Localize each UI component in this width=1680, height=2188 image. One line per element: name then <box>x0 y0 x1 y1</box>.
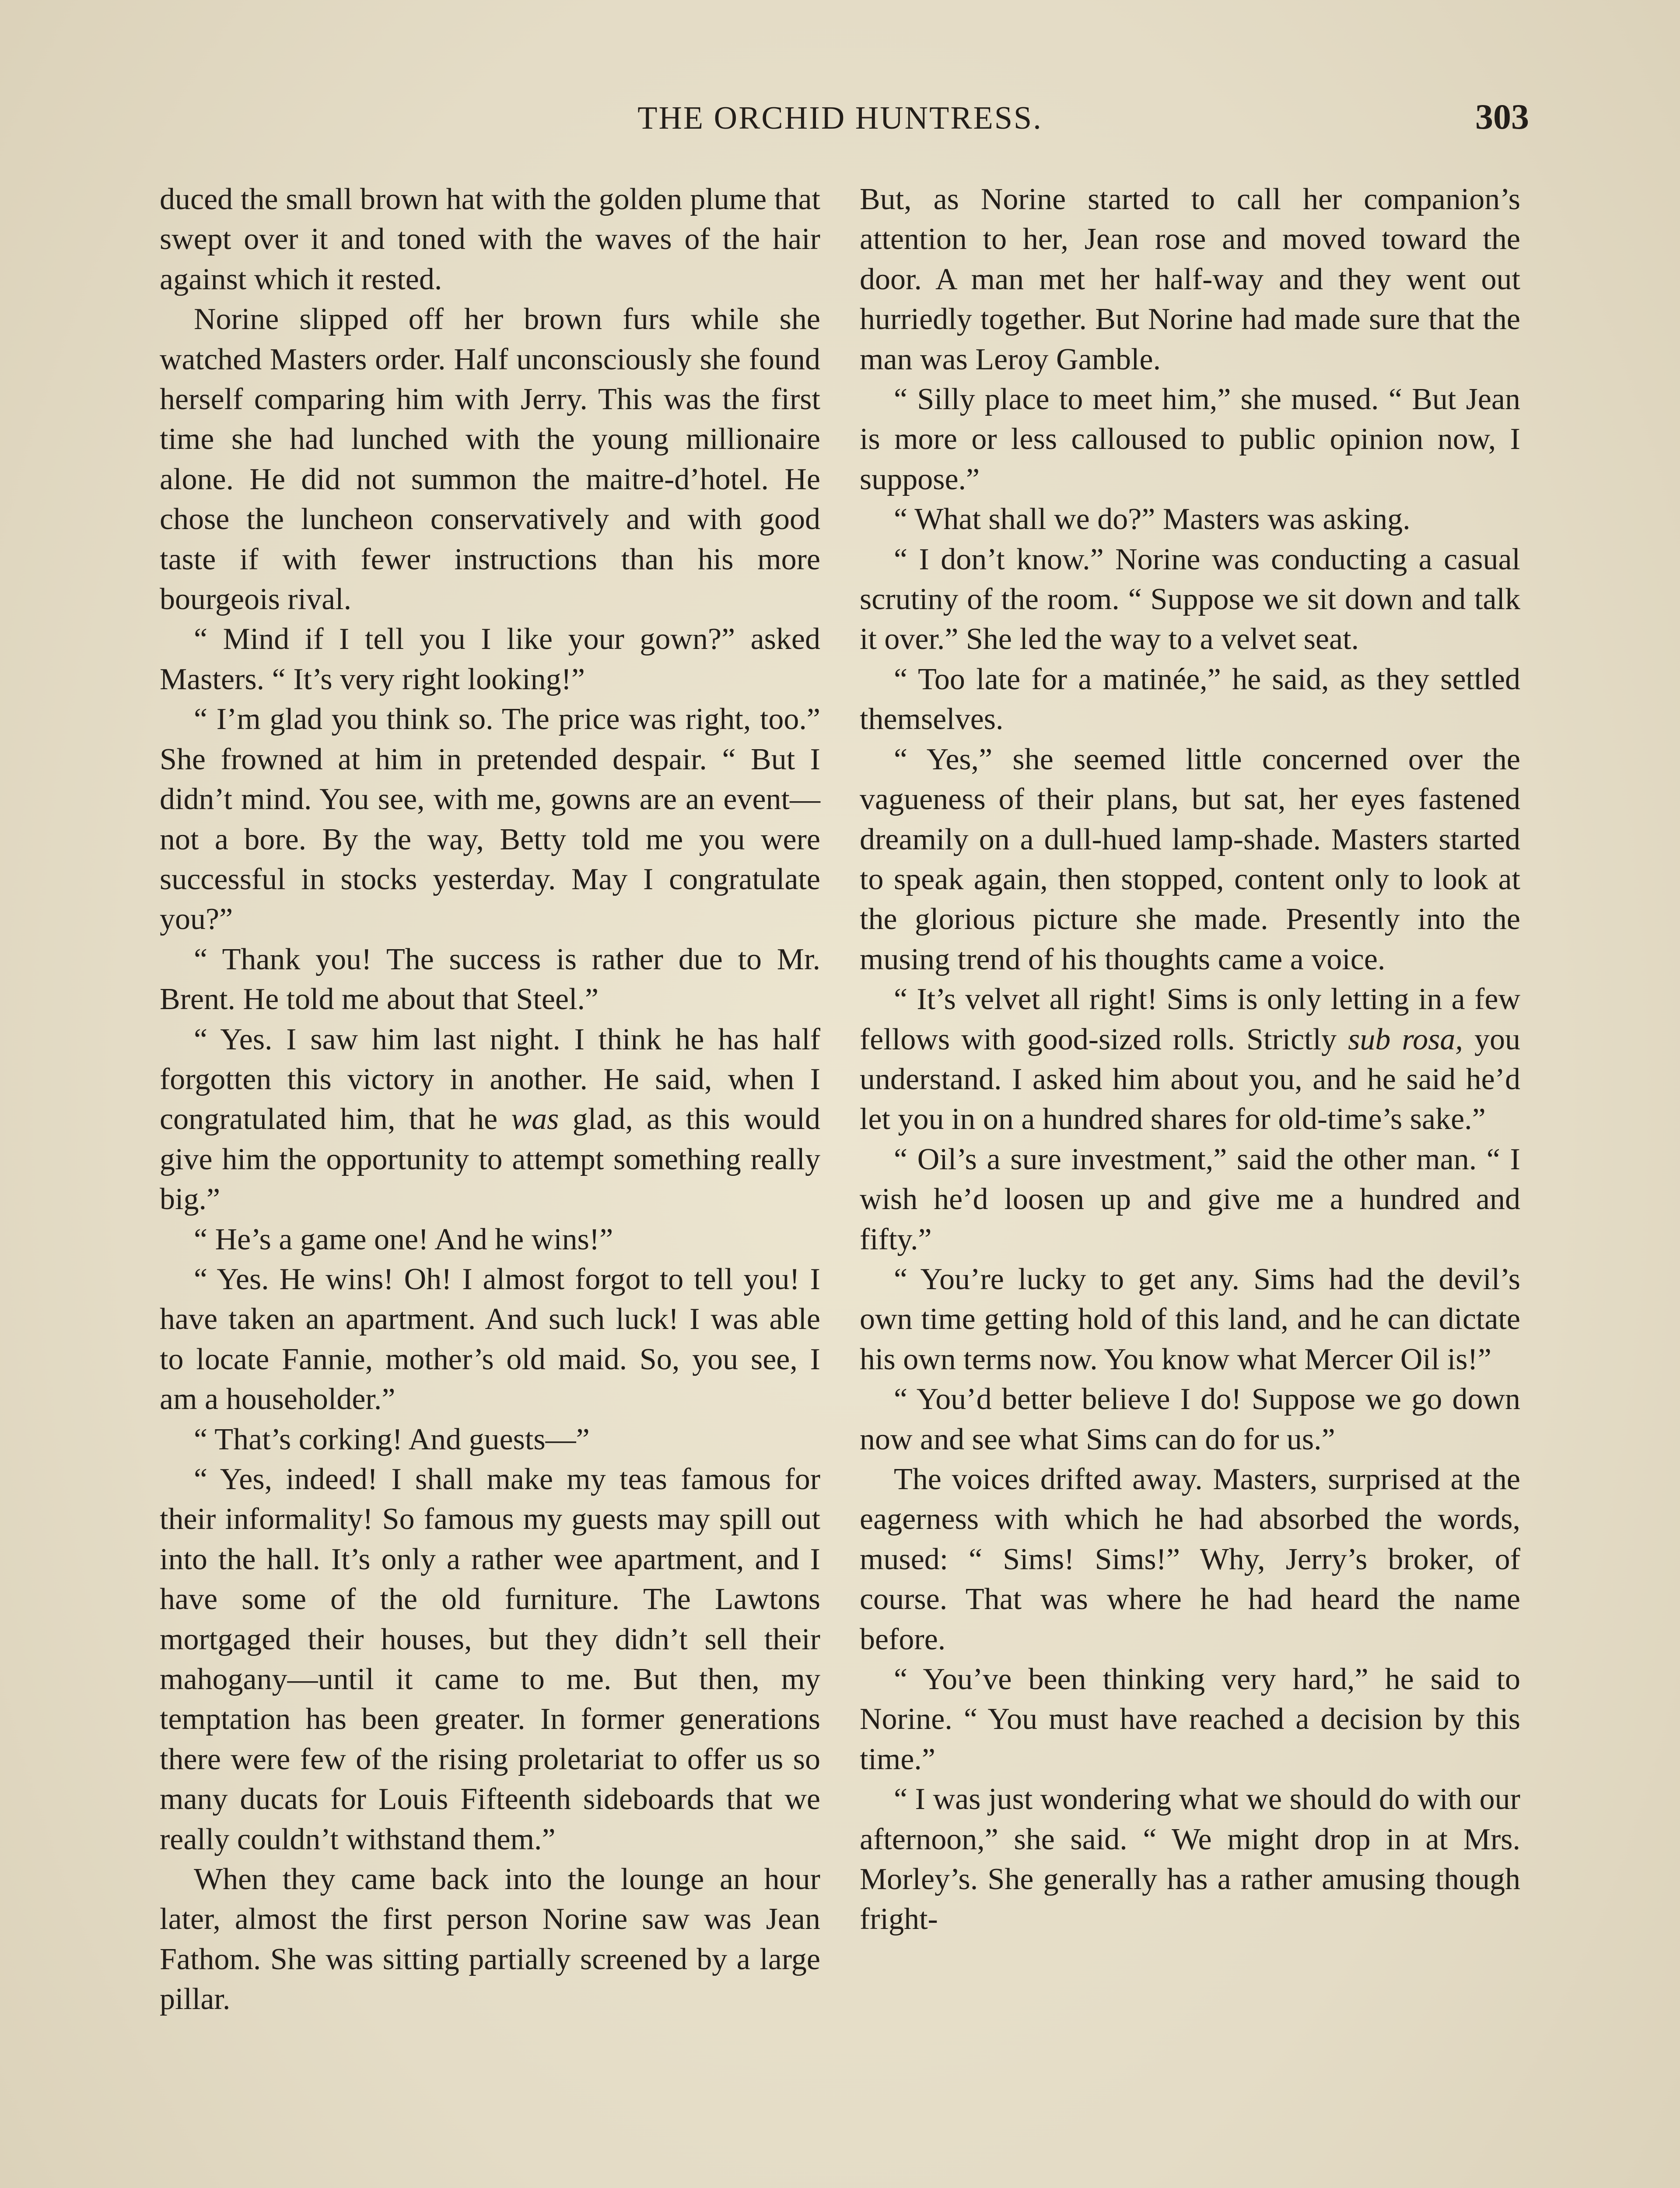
running-title: THE ORCHID HUNTRESS. <box>637 100 1043 136</box>
paragraph: “ Yes,” she seemed little concerned over the vagueness of their plans, but sat, her eyes fastened dreamily on a dull-hued lamp-shade. Masters started to speak again, then stopped, content only to look at the glorious picture she made. Presently into the musing trend of his thoughts came a voice. <box>860 742 1520 976</box>
paragraph: “ Thank you! The success is rather due to Mr. Brent. He told me about that Steel.” <box>160 942 820 1017</box>
paragraph: “ Yes, indeed! I shall make my teas famous for their informality! So famous my guests may spill out into the hall. It’s only a rather wee apartment, and I have some of the old furniture. The Lawtons mortgaged their houses, but they didn’t sell their mahogany—until it came to me. But then, my temptation has been greater. In former generations there were few of the rising proletariat to offer us so many ducats for Louis Fifteenth sideboards that we really couldn’t withstand them.” <box>160 1462 820 1856</box>
paragraph: “ I’m glad you think so. The price was right, too.” She frowned at him in pretended despair. “ But I didn’t mind. You see, with me, gowns are an event—not a bore. By the way, Betty told me you were successful in stocks yesterday. May I congratulate you?” <box>160 702 820 936</box>
right-column <box>860 179 1520 1939</box>
paragraph-text: you understand. I asked him about you, and he said he’d let you in on a hundred shares for old-time’s sake.” <box>860 1022 1520 1136</box>
page-number: 303 <box>1475 97 1529 137</box>
paragraph: “ Silly place to meet him,” she mused. “ But Jean is more or less calloused to public opinion now, I suppose.” <box>860 382 1520 496</box>
paragraph: duced the small brown hat with the golden plume that swept over it and toned with the waves of the hair against which it rested. <box>160 182 820 296</box>
left-column <box>160 179 820 2020</box>
paragraph: But, as Norine started to call her companion’s attention to her, Jean rose and moved toward the door. A man met her half-way and they went out hurriedly together. But Norine had made sure that the man was Leroy Gamble. <box>860 182 1520 376</box>
paragraph-text: “ It’s velvet all right! Sims is only letting in a few fellows with good-sized rolls. Strictly <box>860 982 1520 1056</box>
paragraph <box>160 1020 820 1220</box>
paragraph: When they came back into the lounge an hour later, almost the first person Norine saw was Jean Fathom. She was sitting partially screened by a large pillar. <box>160 1862 820 2016</box>
paragraph: Norine slipped off her brown furs while she watched Masters order. Half unconsciously she found herself comparing him with Jerry. This was the first time she had lunched with the young millionaire alone. He did not summon the maitre-d’hotel. He chose the luncheon conservatively and with good taste if with fewer instructions than his more bourgeois rival. <box>160 302 820 617</box>
paragraph: “ I was just wondering what we should do with our afternoon,” she said. “ We might drop in at Mrs. Morley’s. She generally has a rather amusing though fright- <box>860 1782 1520 1936</box>
paragraph: “ Oil’s a sure investment,” said the other man. “ I wish he’d loosen up and give me a hundred and fifty.” <box>860 1142 1520 1256</box>
paragraph: “ You’d better believe I do! Suppose we go down now and see what Sims can do for us.” <box>860 1382 1520 1456</box>
paragraph: “ I don’t know.” Norine was conducting a casual scrutiny of the room. “ Suppose we sit down and talk it over.” She led the way to a velvet seat. <box>860 542 1520 656</box>
paragraph: “ Yes. He wins! Oh! I almost forgot to tell you! I have taken an apartment. And such luck! I was able to locate Fannie, mother’s old maid. So, you see, I am a householder.” <box>160 1262 820 1417</box>
paragraph: “ You’ve been thinking very hard,” he said to Norine. “ You must have reached a decision by this time.” <box>860 1662 1520 1776</box>
paragraph-text: glad, as this would give him the opportunity to attempt something really big.” <box>160 1102 820 1217</box>
paragraph: “ You’re lucky to get any. Sims had the devil’s own time getting hold of this land, and he can dictate his own terms now. You know what Mercer Oil is!” <box>860 1262 1520 1376</box>
paragraph: “ Mind if I tell you I like your gown?” asked Masters. “ It’s very right looking!” <box>160 622 820 696</box>
paragraph: “ That’s corking! And guests—” <box>194 1422 590 1456</box>
paragraph: “ Too late for a matinée,” he said, as they settled themselves. <box>860 662 1520 736</box>
emphasized-word: sub rosa, <box>1348 1022 1463 1056</box>
paragraph <box>860 979 1520 1140</box>
paragraph: “ What shall we do?” Masters was asking. <box>894 502 1410 536</box>
paragraph: “ He’s a game one! And he wins!” <box>194 1222 613 1256</box>
paragraph-text: “ Yes. I saw him last night. I think he has half forgotten this victory in another. He said, when I congratulated him, that he <box>160 1022 820 1136</box>
emphasized-word: was <box>511 1102 559 1136</box>
paragraph: The voices drifted away. Masters, surprised at the eagerness with which he had absorbed the words, mused: “ Sims! Sims!” Why, Jerry’s broker, of course. That was where he had heard the name before. <box>860 1462 1520 1656</box>
